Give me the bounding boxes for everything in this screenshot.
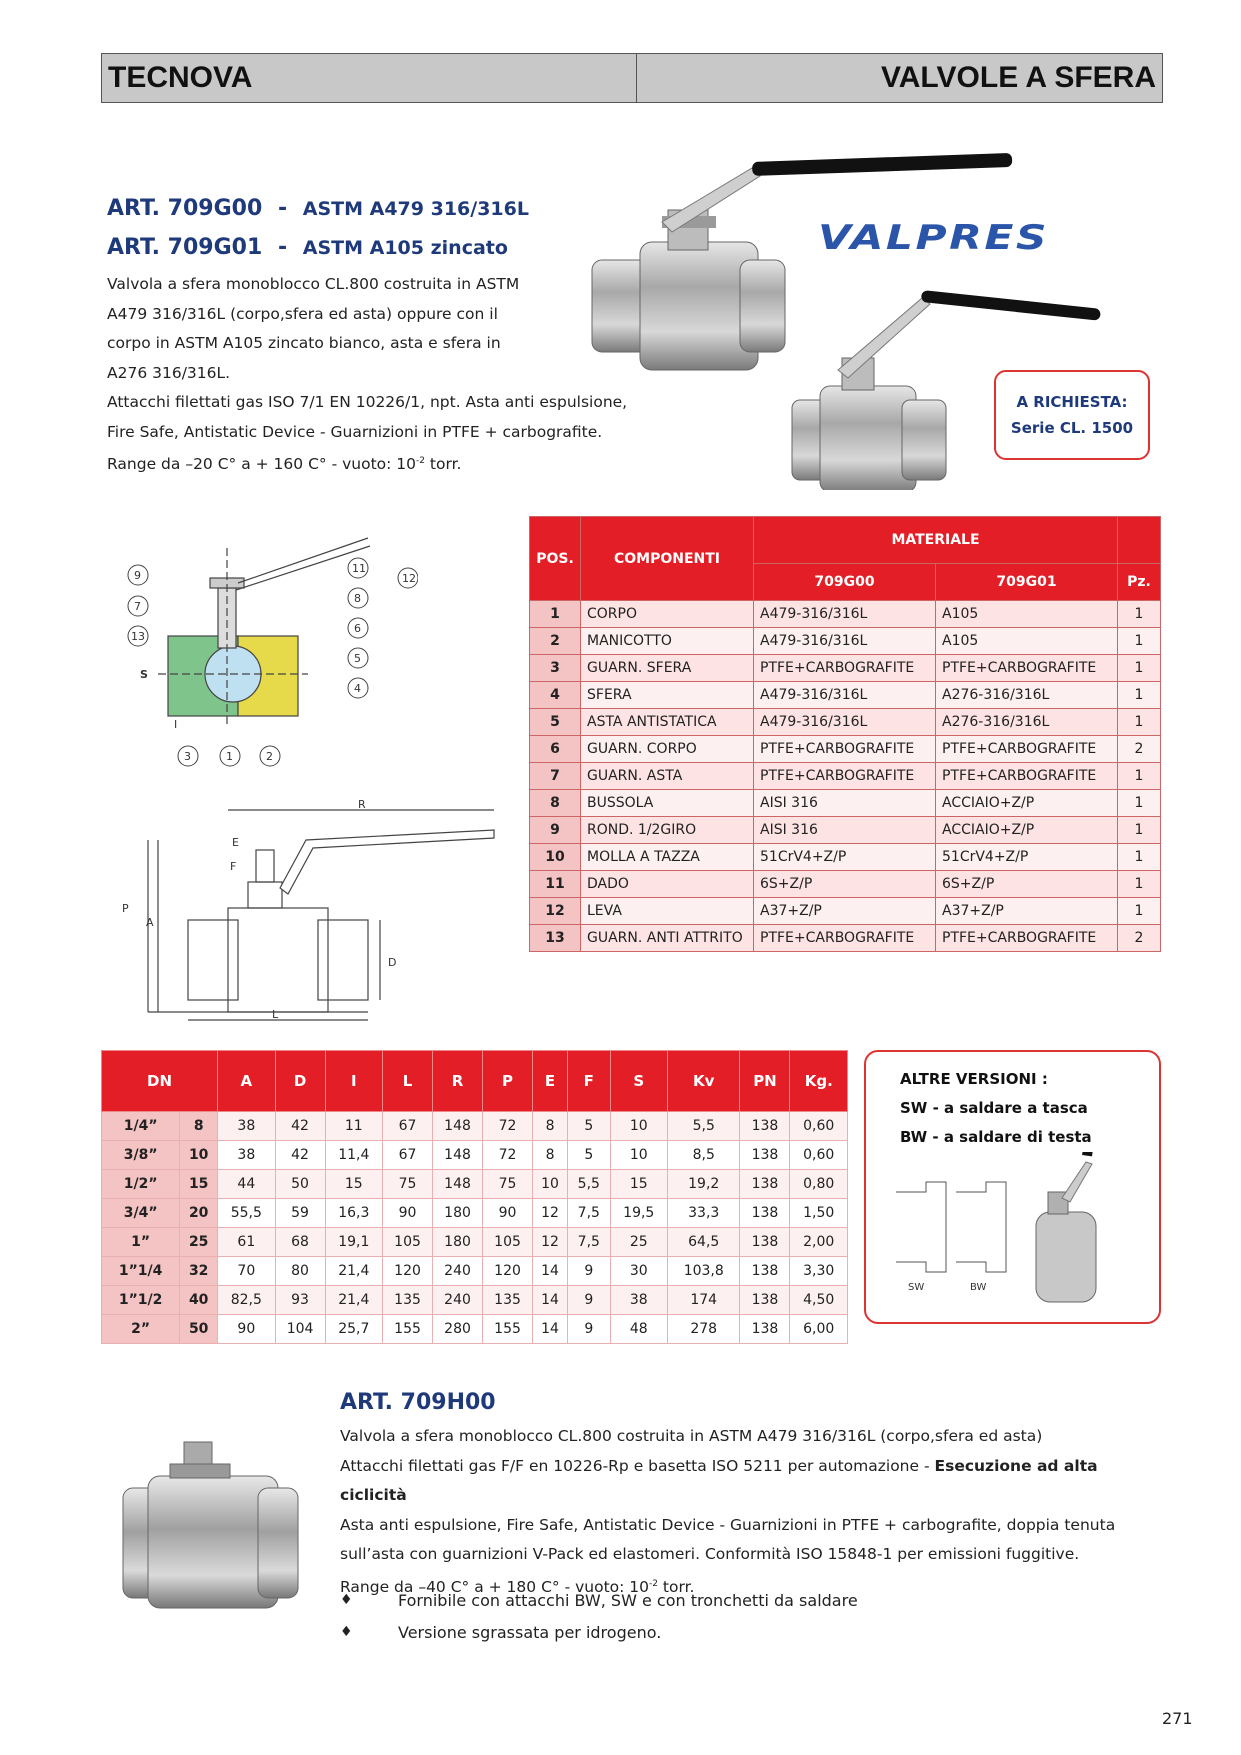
- dim-label-s: S: [140, 668, 148, 681]
- dim-cell: 15: [325, 1170, 382, 1199]
- dim-row: [102, 1286, 848, 1315]
- dim-cell: 138: [740, 1286, 790, 1315]
- dim-cell: 180: [433, 1228, 483, 1257]
- dim-cell: 1,50: [790, 1199, 848, 1228]
- pz-cell: 1: [1118, 817, 1161, 844]
- dim-cell: 135: [383, 1286, 433, 1315]
- valve-photo-large: [592, 153, 1012, 370]
- dn-inch-cell: 1”: [102, 1228, 180, 1257]
- col-pz: Pz.: [1118, 564, 1161, 601]
- desc-line: Fire Safe, Antistatic Device - Guarnizioni in PTFE + carbografite.: [107, 422, 603, 441]
- callout-3: 3: [184, 750, 191, 763]
- dim-header-0: DN: [102, 1051, 218, 1112]
- dim-cell: 90: [383, 1199, 433, 1228]
- dn-mm-cell: 15: [180, 1170, 218, 1199]
- dim-cell: 0,60: [790, 1112, 848, 1141]
- material-row: [530, 871, 1161, 898]
- desc-line: sull’asta con guarnizioni V-Pack ed elastomeri. Conformità ISO 15848-1 per emissioni fuggitive.: [340, 1545, 1080, 1563]
- pos-cell: 13: [530, 925, 581, 952]
- dim-cell: 138: [740, 1257, 790, 1286]
- dn-inch-cell: 1”1/4: [102, 1257, 180, 1286]
- dim-header-1: A: [218, 1051, 275, 1112]
- dim-cell: 148: [433, 1141, 483, 1170]
- dim-cell: 64,5: [668, 1228, 740, 1257]
- dim-cell: 15: [610, 1170, 667, 1199]
- dim-cell: 75: [483, 1170, 533, 1199]
- mat-709g01-cell: A105: [936, 601, 1118, 628]
- range-unit: torr.: [658, 1577, 695, 1596]
- desc-line: Valvola a sfera monoblocco CL.800 costruita in ASTM: [107, 275, 520, 293]
- dim-header-11: PN: [740, 1051, 790, 1112]
- col-materiale: MATERIALE: [754, 517, 1118, 564]
- material-row: [530, 709, 1161, 736]
- altre-sw: SW - a saldare a tasca: [900, 1099, 1088, 1117]
- label-bw: BW: [970, 1282, 987, 1293]
- pz-cell: 2: [1118, 925, 1161, 952]
- dim-label-f: F: [230, 860, 237, 873]
- dim-label-l: L: [272, 1008, 279, 1021]
- mat-709g01-cell: PTFE+CARBOGRAFITE: [936, 655, 1118, 682]
- dim-header-12: Kg.: [790, 1051, 848, 1112]
- dn-inch-cell: 1”1/2: [102, 1286, 180, 1315]
- col-componenti: COMPONENTI: [581, 517, 754, 601]
- dim-cell: 155: [483, 1315, 533, 1344]
- altre-drawings: [886, 1152, 1146, 1312]
- desc-line: A276 316/316L.: [107, 363, 231, 382]
- dim-cell: 138: [740, 1170, 790, 1199]
- mat-709g01-cell: ACCIAIO+Z/P: [936, 817, 1118, 844]
- bullet-text: Versione sgrassata per idrogeno.: [398, 1622, 662, 1642]
- dim-cell: 93: [275, 1286, 325, 1315]
- dim-cell: 80: [275, 1257, 325, 1286]
- range-exponent: -2: [416, 456, 425, 466]
- pos-cell: 8: [530, 790, 581, 817]
- dim-row: [102, 1112, 848, 1141]
- component-cell: MOLLA A TAZZA: [581, 844, 754, 871]
- desc-line: Asta anti espulsione, Fire Safe, Antistatic Device - Guarnizioni in PTFE + carbografite, doppia tenuta: [340, 1515, 1116, 1534]
- dim-cell: 67: [383, 1112, 433, 1141]
- dim-header-10: Kv: [668, 1051, 740, 1112]
- dim-row: [102, 1141, 848, 1170]
- mat-709g00-cell: AISI 316: [754, 790, 936, 817]
- component-cell: GUARN. ASTA: [581, 763, 754, 790]
- dim-cell: 16,3: [325, 1199, 382, 1228]
- material-row: [530, 736, 1161, 763]
- desc-line-part: Attacchi filettati gas F/F en 10226-Rp e basetta ISO 5211 per automazione -: [340, 1456, 935, 1475]
- dim-cell: 105: [483, 1228, 533, 1257]
- callout-1: 1: [226, 750, 233, 763]
- dn-mm-cell: 32: [180, 1257, 218, 1286]
- art-separator: -: [277, 235, 288, 260]
- dim-header-5: R: [433, 1051, 483, 1112]
- col-709g00: 709G00: [754, 564, 936, 601]
- callout-12: 12: [402, 572, 416, 585]
- art-separator: -: [277, 196, 288, 221]
- dim-cell: 59: [275, 1199, 325, 1228]
- dim-cell: 12: [533, 1228, 568, 1257]
- materials-table: [529, 516, 1161, 952]
- dim-cell: 9: [568, 1286, 610, 1315]
- dim-cell: 5,5: [568, 1170, 610, 1199]
- dim-row: [102, 1228, 848, 1257]
- pz-cell: 1: [1118, 871, 1161, 898]
- dim-cell: 38: [218, 1141, 275, 1170]
- dim-cell: 70: [218, 1257, 275, 1286]
- diamond-bullet-icon: ♦: [340, 1592, 353, 1608]
- dim-row: [102, 1315, 848, 1344]
- dim-cell: 5,5: [668, 1112, 740, 1141]
- art-code: ART. 709G00: [107, 196, 263, 221]
- dim-cell: 25: [610, 1228, 667, 1257]
- desc-line: A479 316/316L (corpo,sfera ed asta) oppure con il: [107, 304, 498, 323]
- desc-line: Valvola a sfera monoblocco CL.800 costruita in ASTM A479 316/316L (corpo,sfera ed asta): [340, 1427, 1043, 1445]
- dim-cell: 72: [483, 1112, 533, 1141]
- dim-cell: 14: [533, 1315, 568, 1344]
- art-code: ART. 709H00: [340, 1390, 496, 1415]
- altre-title: ALTRE VERSIONI :: [900, 1070, 1048, 1088]
- callout-6: 6: [354, 622, 361, 635]
- dn-mm-cell: 10: [180, 1141, 218, 1170]
- dim-cell: 82,5: [218, 1286, 275, 1315]
- mat-709g01-cell: 51CrV4+Z/P: [936, 844, 1118, 871]
- dim-cell: 148: [433, 1170, 483, 1199]
- dim-cell: 0,80: [790, 1170, 848, 1199]
- mat-709g00-cell: PTFE+CARBOGRAFITE: [754, 655, 936, 682]
- art-709h-description: [340, 1422, 1160, 1602]
- dim-cell: 10: [610, 1112, 667, 1141]
- dim-label-d: D: [388, 956, 397, 969]
- col-pos: POS.: [530, 517, 581, 601]
- dim-cell: 90: [483, 1199, 533, 1228]
- dim-cell: 103,8: [668, 1257, 740, 1286]
- dim-cell: 68: [275, 1228, 325, 1257]
- mat-709g00-cell: AISI 316: [754, 817, 936, 844]
- dim-cell: 42: [275, 1141, 325, 1170]
- dim-cell: 21,4: [325, 1286, 382, 1315]
- callout-5: 5: [354, 652, 361, 665]
- callout-7: 7: [134, 600, 141, 613]
- dim-label-r: R: [358, 800, 366, 811]
- pos-cell: 9: [530, 817, 581, 844]
- dim-cell: 105: [383, 1228, 433, 1257]
- dn-inch-cell: 1/2”: [102, 1170, 180, 1199]
- mat-709g01-cell: A276-316/316L: [936, 682, 1118, 709]
- dim-cell: 21,4: [325, 1257, 382, 1286]
- dim-cell: 155: [383, 1315, 433, 1344]
- dim-cell: 90: [218, 1315, 275, 1344]
- dim-cell: 72: [483, 1141, 533, 1170]
- bullet-item: [340, 1616, 858, 1648]
- dim-cell: 50: [275, 1170, 325, 1199]
- label-sw: SW: [908, 1282, 925, 1293]
- pz-cell: 1: [1118, 844, 1161, 871]
- bullet-text: Fornibile con attacchi BW, SW e con tronchetti da saldare: [398, 1590, 858, 1610]
- pos-cell: 4: [530, 682, 581, 709]
- dn-inch-cell: 2”: [102, 1315, 180, 1344]
- desc-line: Attacchi filettati gas ISO 7/1 EN 10226/1, npt. Asta anti espulsione,: [107, 393, 628, 411]
- valpres-logo: VALPRES: [818, 218, 1049, 258]
- dim-header-8: F: [568, 1051, 610, 1112]
- dim-cell: 138: [740, 1315, 790, 1344]
- range-text: Range da –20 C° a + 160 C° - vuoto: 10: [107, 455, 417, 474]
- callout-11: 11: [352, 562, 366, 575]
- callout-4: 4: [354, 682, 361, 695]
- component-cell: BUSSOLA: [581, 790, 754, 817]
- dim-header-6: P: [483, 1051, 533, 1112]
- callout-8: 8: [354, 592, 361, 605]
- component-cell: GUARN. SFERA: [581, 655, 754, 682]
- component-cell: DADO: [581, 871, 754, 898]
- mat-709g01-cell: 6S+Z/P: [936, 871, 1118, 898]
- pos-cell: 12: [530, 898, 581, 925]
- dim-label-e: E: [232, 836, 239, 849]
- dim-cell: 6,00: [790, 1315, 848, 1344]
- dim-cell: 135: [483, 1286, 533, 1315]
- valve-709h00-photo: [118, 1440, 308, 1610]
- altre-bw: BW - a saldare di testa: [900, 1128, 1092, 1146]
- dn-mm-cell: 8: [180, 1112, 218, 1141]
- dim-cell: 19,1: [325, 1228, 382, 1257]
- dim-cell: 138: [740, 1141, 790, 1170]
- dn-inch-cell: 3/8”: [102, 1141, 180, 1170]
- component-cell: SFERA: [581, 682, 754, 709]
- dim-cell: 44: [218, 1170, 275, 1199]
- pos-cell: 2: [530, 628, 581, 655]
- pz-cell: 1: [1118, 709, 1161, 736]
- dim-cell: 120: [483, 1257, 533, 1286]
- material-row: [530, 601, 1161, 628]
- mat-709g01-cell: A276-316/316L: [936, 709, 1118, 736]
- dim-cell: 19,5: [610, 1199, 667, 1228]
- pz-cell: 1: [1118, 898, 1161, 925]
- callout-13: 13: [131, 630, 145, 643]
- dim-cell: 3,30: [790, 1257, 848, 1286]
- dn-mm-cell: 20: [180, 1199, 218, 1228]
- altre-versioni-box: [864, 1050, 1161, 1324]
- material-row: [530, 790, 1161, 817]
- art-code: ART. 709G01: [107, 235, 263, 260]
- dim-cell: 5: [568, 1112, 610, 1141]
- dim-cell: 10: [610, 1141, 667, 1170]
- material-row: [530, 655, 1161, 682]
- callout-9: 9: [134, 569, 141, 582]
- page-number: 271: [1162, 1709, 1193, 1728]
- material-row: [530, 817, 1161, 844]
- desc-line: corpo in ASTM A105 zincato bianco, asta e sfera in: [107, 334, 501, 352]
- art-709h00-title: [340, 1390, 496, 1415]
- dim-row: [102, 1199, 848, 1228]
- desc-line: [340, 1452, 1160, 1511]
- a-richiesta-box: [994, 370, 1150, 460]
- material-row: [530, 925, 1161, 952]
- dim-header-4: L: [383, 1051, 433, 1112]
- dim-cell: 11,4: [325, 1141, 382, 1170]
- mat-709g01-cell: PTFE+CARBOGRAFITE: [936, 763, 1118, 790]
- mat-709g00-cell: A479-316/316L: [754, 628, 936, 655]
- dim-cell: 8: [533, 1112, 568, 1141]
- pz-cell: 1: [1118, 655, 1161, 682]
- component-cell: CORPO: [581, 601, 754, 628]
- dim-cell: 138: [740, 1228, 790, 1257]
- pos-cell: 5: [530, 709, 581, 736]
- dim-cell: 120: [383, 1257, 433, 1286]
- pos-cell: 6: [530, 736, 581, 763]
- pz-cell: 1: [1118, 682, 1161, 709]
- richiesta-title: A RICHIESTA:: [1016, 393, 1128, 411]
- mat-709g00-cell: A37+Z/P: [754, 898, 936, 925]
- callout-2: 2: [266, 750, 273, 763]
- pz-cell: 1: [1118, 601, 1161, 628]
- dim-cell: 48: [610, 1315, 667, 1344]
- pos-cell: 10: [530, 844, 581, 871]
- dim-cell: 240: [433, 1257, 483, 1286]
- dim-header-3: I: [325, 1051, 382, 1112]
- pos-cell: 7: [530, 763, 581, 790]
- dim-header-7: E: [533, 1051, 568, 1112]
- dim-cell: 278: [668, 1315, 740, 1344]
- dim-cell: 14: [533, 1257, 568, 1286]
- mat-709g01-cell: A105: [936, 628, 1118, 655]
- diamond-bullet-icon: ♦: [340, 1624, 353, 1640]
- dim-cell: 10: [533, 1170, 568, 1199]
- mat-709g00-cell: 51CrV4+Z/P: [754, 844, 936, 871]
- mat-709g01-cell: A37+Z/P: [936, 898, 1118, 925]
- col-709g01: 709G01: [936, 564, 1118, 601]
- component-cell: ASTA ANTISTATICA: [581, 709, 754, 736]
- mat-709g01-cell: PTFE+CARBOGRAFITE: [936, 925, 1118, 952]
- material-row: [530, 898, 1161, 925]
- dim-cell: 7,5: [568, 1228, 610, 1257]
- dim-label-i: I: [174, 718, 178, 731]
- dim-cell: 11: [325, 1112, 382, 1141]
- dim-row: [102, 1257, 848, 1286]
- dim-cell: 61: [218, 1228, 275, 1257]
- mat-709g00-cell: PTFE+CARBOGRAFITE: [754, 763, 936, 790]
- dim-cell: 4,50: [790, 1286, 848, 1315]
- bullet-item: [340, 1584, 858, 1616]
- pz-cell: 2: [1118, 736, 1161, 763]
- component-cell: GUARN. CORPO: [581, 736, 754, 763]
- dim-cell: 38: [218, 1112, 275, 1141]
- material-row: [530, 682, 1161, 709]
- mat-709g00-cell: PTFE+CARBOGRAFITE: [754, 925, 936, 952]
- dim-cell: 180: [433, 1199, 483, 1228]
- pos-cell: 1: [530, 601, 581, 628]
- dim-cell: 0,60: [790, 1141, 848, 1170]
- mat-709g01-cell: ACCIAIO+Z/P: [936, 790, 1118, 817]
- mat-709g01-cell: PTFE+CARBOGRAFITE: [936, 736, 1118, 763]
- material-row: [530, 763, 1161, 790]
- dim-cell: 240: [433, 1286, 483, 1315]
- header-category: VALVOLE A SFERA: [880, 61, 1156, 94]
- dim-header-9: S: [610, 1051, 667, 1112]
- mat-709g00-cell: 6S+Z/P: [754, 871, 936, 898]
- dim-cell: 19,2: [668, 1170, 740, 1199]
- mat-709g00-cell: A479-316/316L: [754, 601, 936, 628]
- dim-row: [102, 1170, 848, 1199]
- component-cell: GUARN. ANTI ATTRITO: [581, 925, 754, 952]
- component-cell: MANICOTTO: [581, 628, 754, 655]
- dim-cell: 5: [568, 1141, 610, 1170]
- dim-cell: 12: [533, 1199, 568, 1228]
- dn-mm-cell: 50: [180, 1315, 218, 1344]
- header-brand: TECNOVA: [102, 54, 637, 102]
- dn-mm-cell: 25: [180, 1228, 218, 1257]
- dim-cell: 8,5: [668, 1141, 740, 1170]
- page-header: [101, 53, 1163, 103]
- art-709g01-title: [107, 235, 508, 260]
- valve-section-drawing: [118, 528, 418, 773]
- richiesta-serie: Serie CL. 1500: [1010, 419, 1134, 437]
- col-blank: [1118, 517, 1161, 564]
- range-exponent: -2: [649, 1578, 658, 1589]
- pz-cell: 1: [1118, 790, 1161, 817]
- dim-cell: 55,5: [218, 1199, 275, 1228]
- dim-cell: 138: [740, 1199, 790, 1228]
- dim-label-a: A: [146, 916, 154, 929]
- pos-cell: 3: [530, 655, 581, 682]
- dim-cell: 67: [383, 1141, 433, 1170]
- dim-cell: 104: [275, 1315, 325, 1344]
- range-unit: torr.: [425, 455, 462, 474]
- art-material: ASTM A105 zincato: [302, 237, 508, 259]
- mat-709g00-cell: A479-316/316L: [754, 682, 936, 709]
- dn-inch-cell: 3/4”: [102, 1199, 180, 1228]
- dim-cell: 7,5: [568, 1199, 610, 1228]
- dim-cell: 38: [610, 1286, 667, 1315]
- dim-cell: 280: [433, 1315, 483, 1344]
- material-row: [530, 628, 1161, 655]
- dim-cell: 75: [383, 1170, 433, 1199]
- dim-cell: 8: [533, 1141, 568, 1170]
- art-709g00-title: [107, 196, 529, 221]
- dim-cell: 174: [668, 1286, 740, 1315]
- dim-cell: 148: [433, 1112, 483, 1141]
- dim-cell: 30: [610, 1257, 667, 1286]
- dim-label-p: P: [122, 902, 129, 915]
- dim-cell: 33,3: [668, 1199, 740, 1228]
- range-text: Range da –40 C° a + 180 C° - vuoto: 10: [340, 1577, 650, 1596]
- dim-cell: 2,00: [790, 1228, 848, 1257]
- dimensions-table: [101, 1050, 848, 1344]
- pz-cell: 1: [1118, 763, 1161, 790]
- pos-cell: 11: [530, 871, 581, 898]
- dim-cell: 9: [568, 1257, 610, 1286]
- dim-cell: 138: [740, 1112, 790, 1141]
- pz-cell: 1: [1118, 628, 1161, 655]
- dim-cell: 9: [568, 1315, 610, 1344]
- mat-709g00-cell: A479-316/316L: [754, 709, 936, 736]
- mat-709g00-cell: PTFE+CARBOGRAFITE: [754, 736, 936, 763]
- dn-mm-cell: 40: [180, 1286, 218, 1315]
- component-cell: ROND. 1/2GIRO: [581, 817, 754, 844]
- material-row: [530, 844, 1161, 871]
- valve-dimension-drawing: [118, 800, 498, 1030]
- dn-inch-cell: 1/4”: [102, 1112, 180, 1141]
- art-material: ASTM A479 316/316L: [302, 198, 529, 220]
- dim-header-2: D: [275, 1051, 325, 1112]
- bullet-list: [340, 1584, 858, 1648]
- dim-cell: 14: [533, 1286, 568, 1315]
- dim-cell: 25,7: [325, 1315, 382, 1344]
- dim-cell: 42: [275, 1112, 325, 1141]
- component-cell: LEVA: [581, 898, 754, 925]
- desc-line-emphasis: Esecuzione ad alta ciclicità: [340, 1456, 1098, 1504]
